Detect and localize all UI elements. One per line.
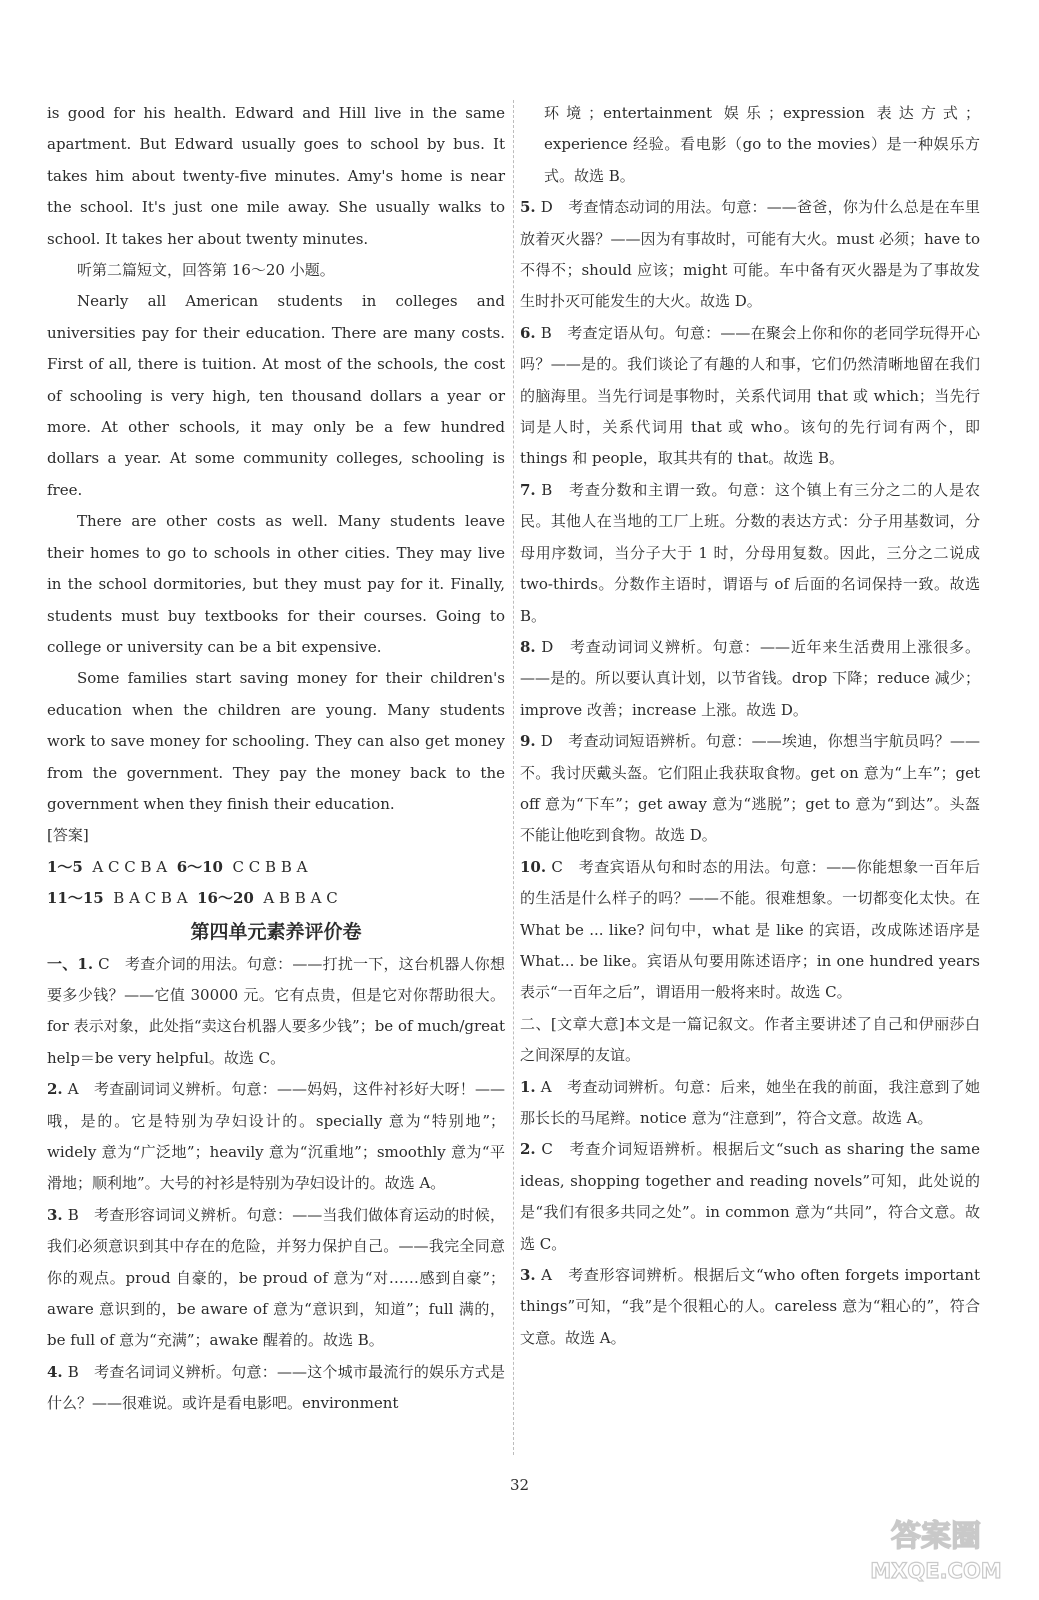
passage2-intro: 听第二篇短文，回答第 16～20 小题。 [77, 261, 335, 280]
question-6 [520, 318, 980, 475]
question-number: 1. [520, 1077, 536, 1096]
passage2-paragraph-3: Some families start saving money for their children's education when the children are young. Many students work to save money for schooling. They can also get money from the government. They pay the money back to the government when they finish their education. [47, 669, 505, 813]
column-divider [513, 100, 514, 1455]
question-text: A 考查副词词义辨析。句意：——妈妈，这件衬衫好大呀！——哦，是的。它是特别为孕妇设计的。specially 意为“特别地”；widely 意为“广泛地”；heavily 意为“沉重地”；smoothly 意为“平滑地；顺利地”。大号的衬衫是特别为孕妇设计的。故选 A。 [47, 1080, 505, 1193]
question-number: 9. [520, 732, 536, 751]
answer-range: 16～20 [197, 889, 254, 908]
left-column [47, 98, 505, 1420]
section-2-question-1 [520, 1072, 980, 1135]
answer-values: A C C B A [92, 857, 168, 876]
unit-title: 第四单元素养评价卷 [190, 920, 362, 943]
question-number: 7. [520, 480, 536, 499]
section-2-question-3 [520, 1260, 980, 1354]
watermark-logo-text: 答案圈 [891, 1519, 981, 1554]
question-4 [47, 1357, 505, 1420]
question-10 [520, 852, 980, 1009]
question-number: 3. [520, 1266, 536, 1285]
question-number: 10. [520, 857, 547, 876]
question-number: 3. [47, 1205, 63, 1224]
question-8 [520, 632, 980, 726]
answer-label: [答案] [47, 826, 89, 845]
question-number: 5. [520, 198, 536, 217]
question-text: D 考查动词短语辨析。句意：——埃迪，你想当宇航员吗？——不。我讨厌戴头盔。它们阻止我获取食物。get on 意为“上车”；get off 意为“下车”；get away 意为“逃脱”；get to 意为“到达”。头盔不能让他吃到食物。故选 D。 [520, 732, 980, 845]
listening-passage-continuation: is good for his health. Edward and Hill live in the same apartment. But Edward usually goes to school by bus. It takes him about twenty-five minutes. Amy's home is near the school. It's just one mile away. She usually walks to school. It takes her about twenty minutes. [47, 104, 505, 248]
question-number: 4. [47, 1362, 63, 1381]
page-number: 32 [509, 1476, 530, 1494]
answer-row-1 [47, 852, 505, 883]
answer-range: 6～10 [176, 857, 223, 876]
question-text: C 考查介词的用法。句意：——打扰一下，这台机器人你想要多少钱？——它值 30000 元。它有点贵，但是它对你帮助很大。for 表示对象，此处指“卖这台机器人要多少钱”；be of much/great help＝be very helpful。故选 C。 [47, 954, 505, 1067]
watermark-url: MXQE.COM [870, 1559, 1002, 1583]
question-text: C 考查介词短语辨析。根据后文“such as sharing the same ideas, shopping together and reading novels”可知，此处说的是“我们有很多共同之处”。in common 意为“共同”，符合文意。故选 C。 [520, 1140, 980, 1253]
question-text: B 考查名词词义辨析。句意：——这个城市最流行的娱乐方式是什么？——很难说。或许是看电影吧。environment [47, 1362, 505, 1413]
question-7 [520, 475, 980, 632]
section-2-question-2 [520, 1134, 980, 1260]
question-text: A 考查形容词辨析。根据后文“who often forgets important things”可知，“我”是个很粗心的人。careless 意为“粗心的”，符合文意。故选 A。 [520, 1266, 980, 1347]
question-text: D 考查情态动词的用法。句意：——爸爸，你为什么总是在车里放着灭火器？——因为有事故时，可能有大火。must 必须；have to 不得不；should 应该；might 可能。车中备有灭火器是为了事故发生时扑灭可能发生的大火。故选 D。 [520, 198, 980, 311]
answer-values: A B B A C [263, 889, 338, 908]
question-number: 6. [520, 323, 536, 342]
question-number: 8. [520, 637, 536, 656]
question-number: 2. [520, 1140, 536, 1159]
section-2-intro: 二、[文章大意]本文是一篇记叙文。作者主要讲述了自己和伊丽莎白之间深厚的友谊。 [520, 1014, 980, 1065]
question-text: A 考查动词辨析。句意：后来，她坐在我的前面，我注意到了她那长长的马尾辫。notice 意为“注意到”，符合文意。故选 A。 [520, 1077, 980, 1127]
question-number: 2. [47, 1080, 63, 1099]
question-5 [520, 192, 980, 318]
question-text: D 考查动词词义辨析。句意：——近年来生活费用上涨很多。——是的。所以要认真计划，以节省钱。drop 下降；reduce 减少；improve 改善；increase 上涨。故选 D。 [520, 637, 980, 719]
question-9 [520, 726, 980, 852]
watermark-logo [861, 1508, 1011, 1588]
question-text: B 考查定语从句。句意：——在聚会上你和你的老同学玩得开心吗？——是的。我们谈论了有趣的人和事，它们仍然清晰地留在我们的脑海里。当先行词是事物时，关系代词用 that 或 which；当先行词是人时，关系代词用 that 或 who。该句的先行词有两个，即 things 和 people，取其共有的 that。故选 B。 [520, 323, 980, 468]
answer-range: 11～15 [47, 889, 104, 908]
answer-values: B A C B A [113, 889, 188, 908]
question-1 [47, 949, 505, 1075]
question-4-continuation: 环境；entertainment 娱乐；expression 表达方式；experience 经验。看电影（go to the movies）是一种娱乐方式。故选 B。 [544, 104, 980, 185]
right-column [520, 98, 980, 1354]
answer-range: 1～5 [47, 857, 83, 876]
question-text: C 考查宾语从句和时态的用法。句意：——你能想象一百年后的生活是什么样子的吗？——不能。很难想象。一切都变化太快。在 What be ... like? 问句中，what 是 like 的宾语，改成陈述语序是 What... be like。宾语从句要用陈述语序；in one hundred years 表示“一百年之后”，谓语用一般将来时。故选 C。 [520, 857, 980, 1002]
passage2-paragraph-1: Nearly all American students in colleges and universities pay for their education. There are many costs. First of all, there is tuition. At most of the schools, the cost of schooling is very high, ten thousand dollars a year or more. At other schools, it may only be a few hundred dollars a year. At some community colleges, schooling is free. [47, 292, 505, 499]
answer-values: C C B B A [232, 857, 308, 876]
question-2 [47, 1074, 505, 1200]
answer-row-2 [47, 883, 505, 914]
question-text: B 考查分数和主谓一致。句意：这个镇上有三分之二的人是农民。其他人在当地的工厂上班。分数的表达方式：分子用基数词，分母用序数词，当分子大于 1 时，分母用复数。因此，三分之二说成 two-thirds。分数作主语时，谓语与 of 后面的名词保持一致。故选 B。 [520, 480, 980, 625]
question-3 [47, 1200, 505, 1357]
question-number: 一、1. [47, 954, 94, 973]
passage2-paragraph-2: There are other costs as well. Many students leave their homes to go to schools in other cities. They may live in the school dormitories, but they must pay for it. Finally, students must buy textbooks for their courses. Going to college or university can be a bit expensive. [47, 512, 505, 656]
question-text: B 考查形容词词义辨析。句意：——当我们做体育运动的时候，我们必须意识到其中存在的危险，并努力保护自己。——我完全同意你的观点。proud 自豪的，be proud of 意为“对……感到自豪”；aware 意识到的，be aware of 意为“意识到，知道”；full 满的，be full of 意为“充满”；awake 醒着的。故选 B。 [47, 1205, 505, 1350]
